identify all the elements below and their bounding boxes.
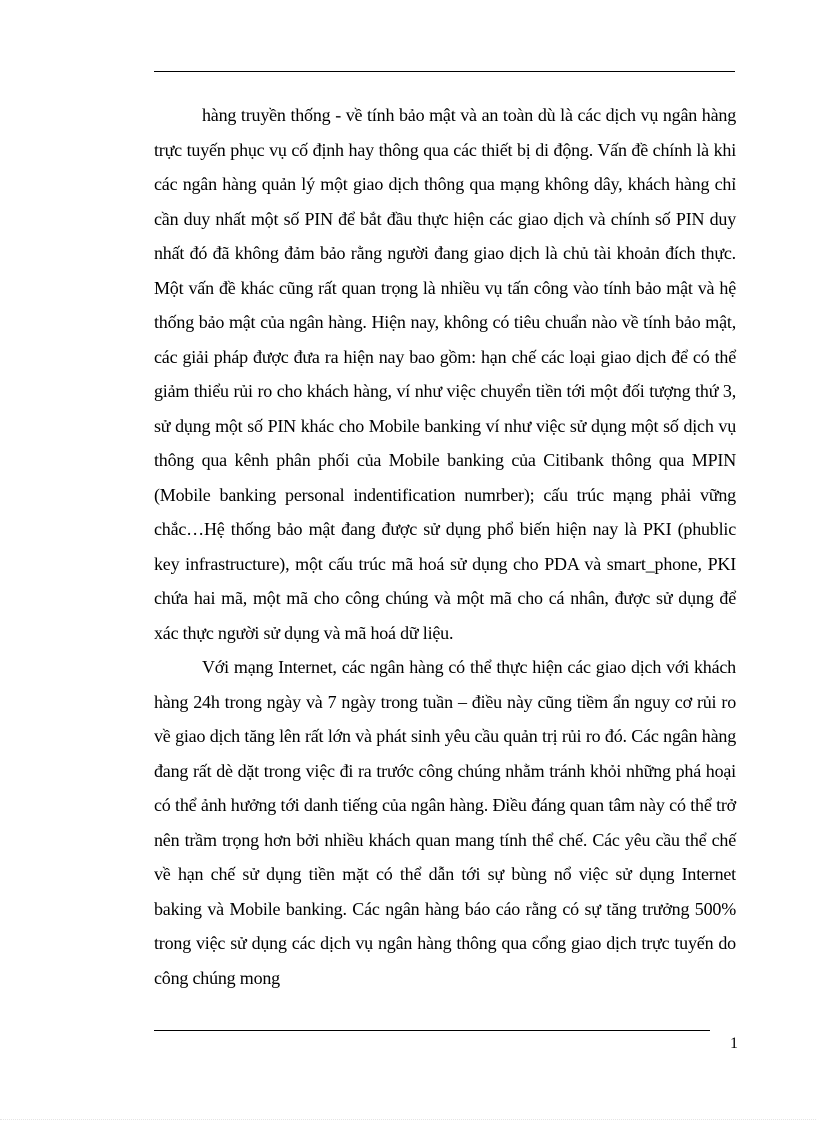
paragraph-1: hàng truyền thống - về tính bảo mật và an toàn dù là các dịch vụ ngân hàng trực tuyến phục vụ cố định hay thông qua các thiết bị di động. Vấn đề chính là khi các ngân hàng quản lý một giao dịch thông qua mạng không dây, khách hàng chỉ cần duy nhất một số PIN để bắt đầu thực hiện các giao dịch và chính số PIN duy nhất đó đã không đảm bảo rằng người đang giao dịch là chủ tài khoản đích thực. Một vấn đề khác cũng rất quan trọng là nhiều vụ tấn công vào tính bảo mật và hệ thống bảo mật của ngân hàng. Hiện nay, không có tiêu chuẩn nào về tính bảo mật, các giải pháp được đưa ra hiện nay bao gồm: hạn chế các loại giao dịch để có thể giảm thiểu rủi ro cho khách hàng, ví như việc chuyển tiền tới một đối tượng thứ 3, sử dụng một số PIN khác cho Mobile banking ví như việc sử dụng một số dịch vụ thông qua kênh phân phối của Mobile banking của Citibank thông qua MPIN (Mobile banking personal indentification numrber); cấu trúc mạng phải vững chắc…Hệ thống bảo mật đang được sử dụng phổ biến hiện nay là PKI (phublic key infrastructure), một cấu trúc mã hoá sử dụng cho PDA và smart_phone, PKI chứa hai mã, một mã cho công chúng và một mã cho cá nhân, được sử dụng để xác thực người sử dụng và mã hoá dữ liệu. (154, 105, 736, 643)
page-number: 1 (730, 1035, 738, 1052)
header-rule (154, 71, 735, 72)
footer-rule (154, 1030, 710, 1031)
paragraph-2: Với mạng Internet, các ngân hàng có thể thực hiện các giao dịch với khách hàng 24h trong ngày và 7 ngày trong tuần – điều này cũng tiềm ẩn nguy cơ rủi ro về giao dịch tăng lên rất lớn và phát sinh yêu cầu quản trị rủi ro đó. Các ngân hàng đang rất dè dặt trong việc đi ra trước công chúng nhằm tránh khỏi những phá hoại có thể ảnh hưởng tới danh tiếng của ngân hàng. Điều đáng quan tâm này có thể trở nên trầm trọng hơn bởi nhiều khách quan mang tính thể chế. Các yêu cầu thể chế về hạn chế sử dụng tiền mặt có thể dẫn tới sự bùng nổ việc sử dụng Internet baking và Mobile banking. Các ngân hàng báo cáo rằng có sự tăng trưởng 500% trong việc sử dụng các dịch vụ ngân hàng thông qua cổng giao dịch trực tuyến do công chúng mong (154, 657, 736, 988)
document-body (154, 98, 736, 995)
page-edge (0, 1119, 816, 1120)
